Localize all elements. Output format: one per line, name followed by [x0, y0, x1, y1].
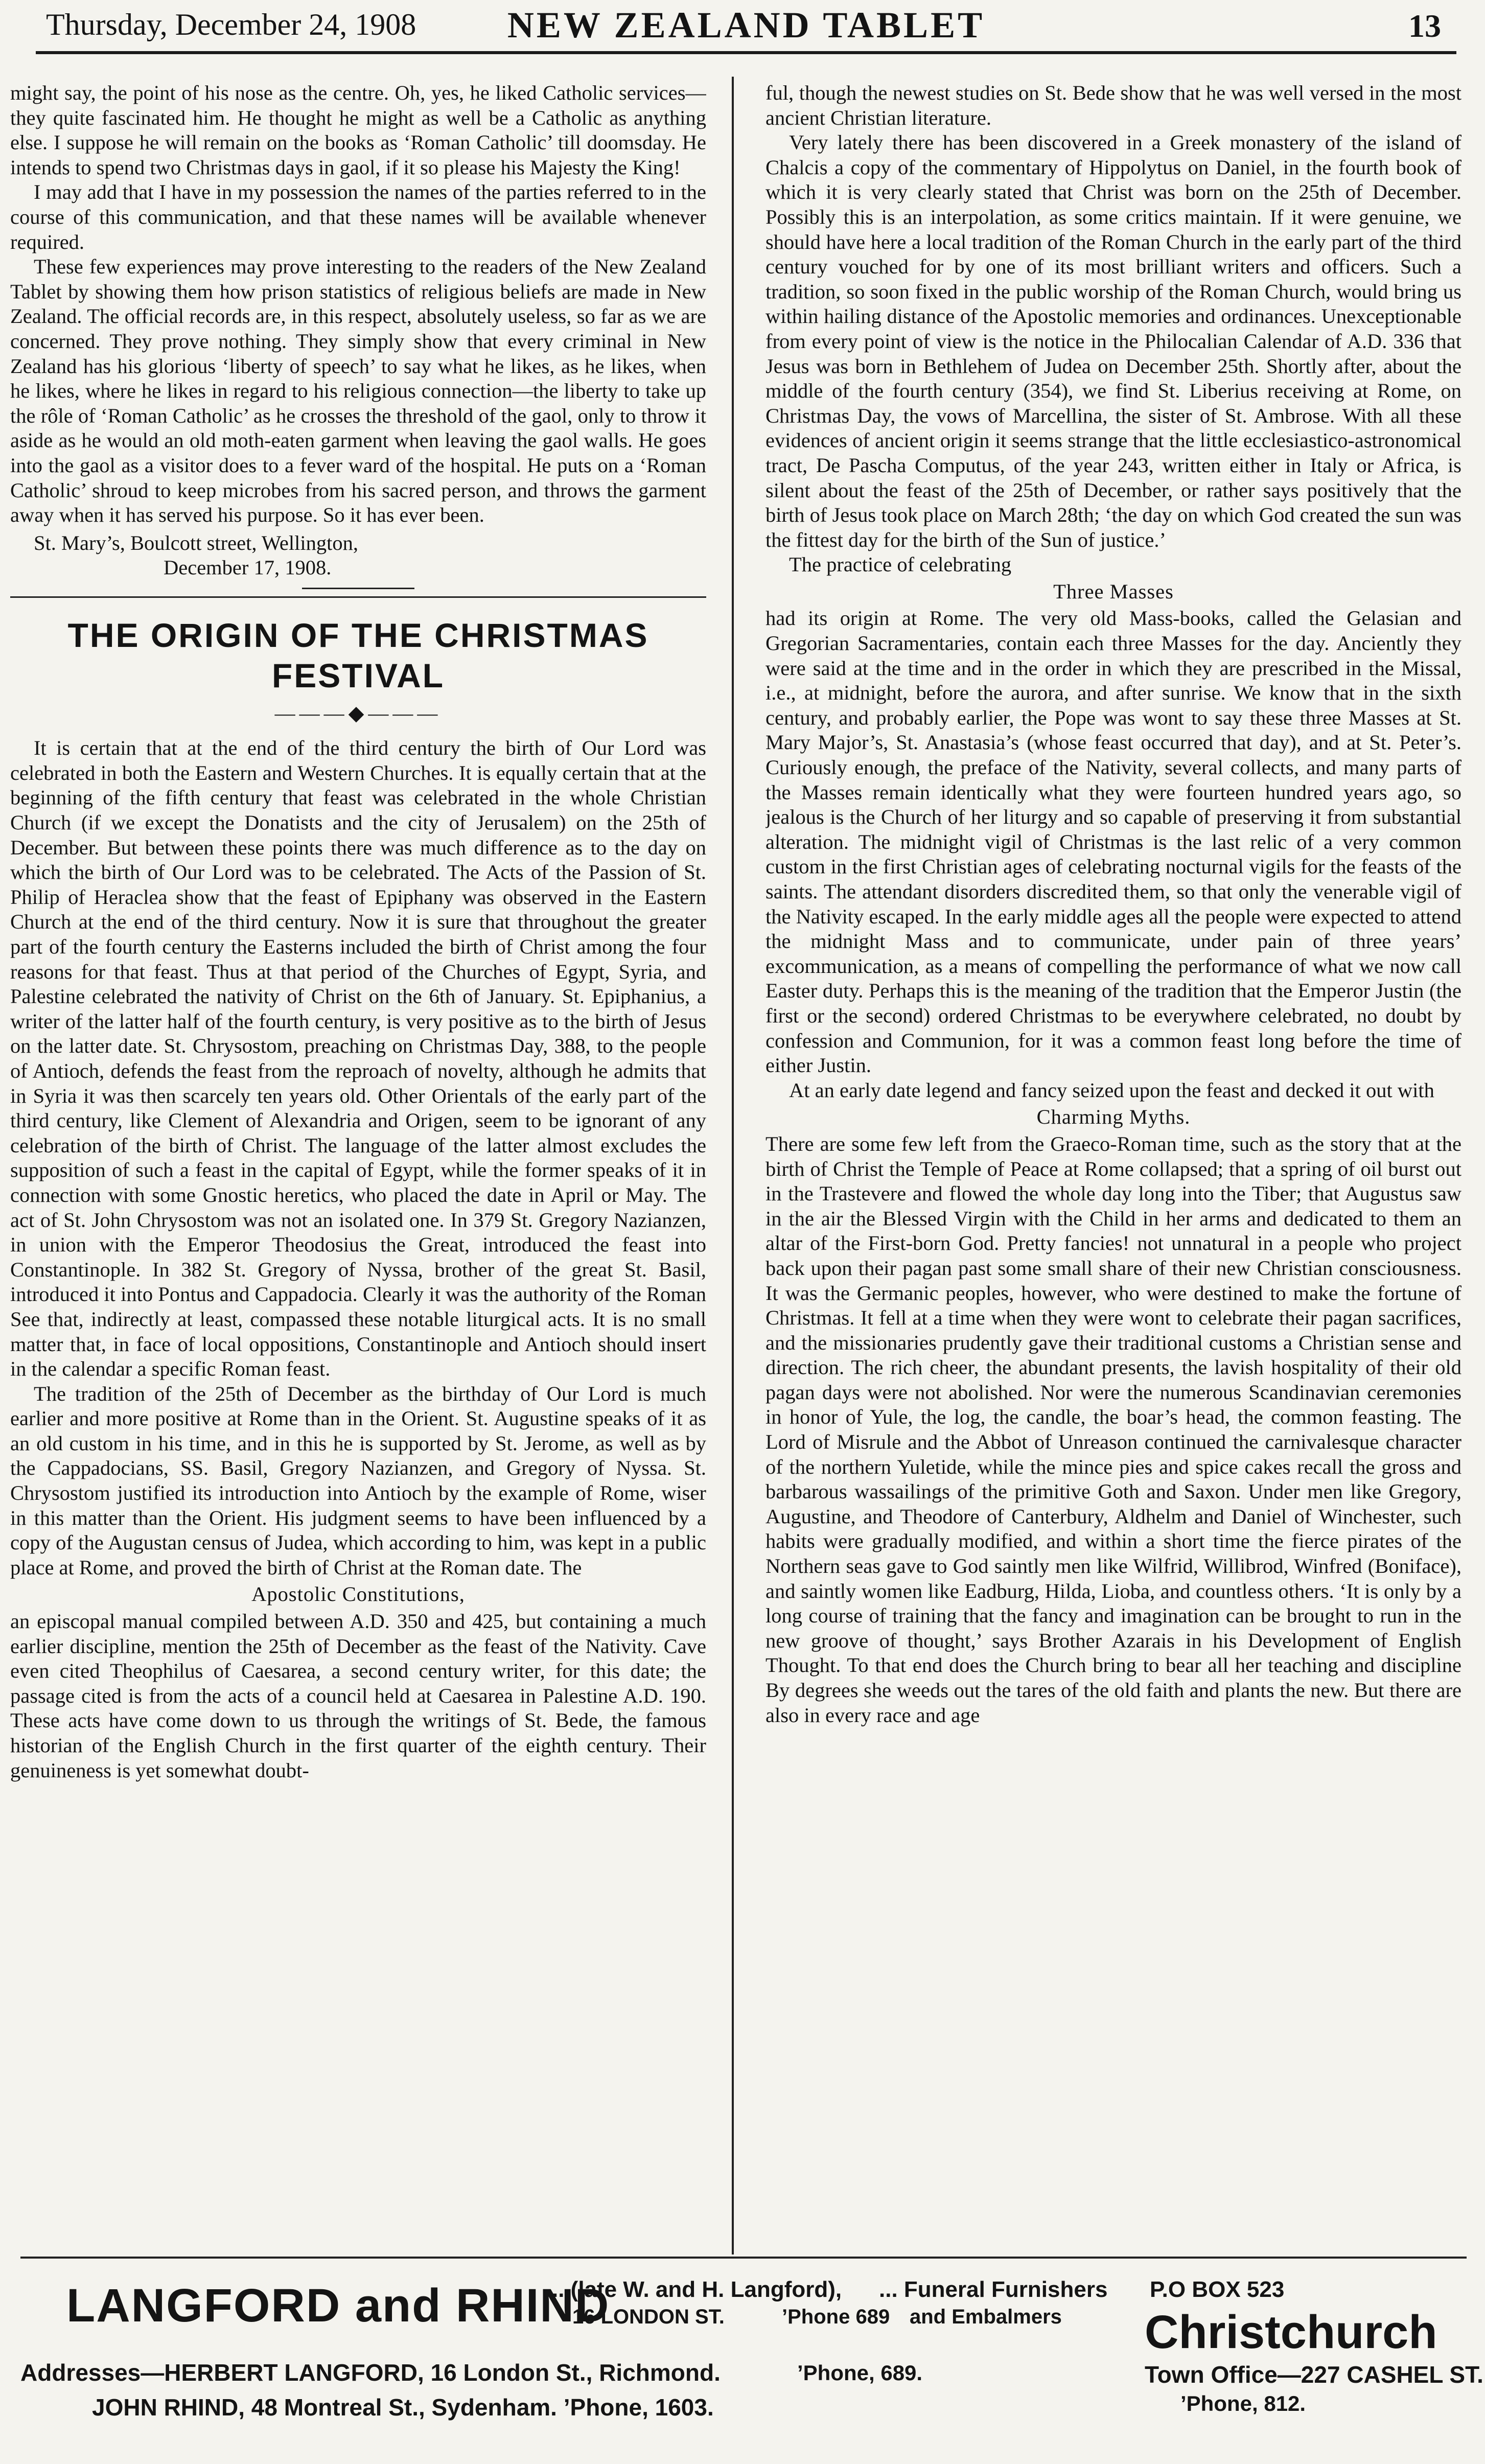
ad-address-2: JOHN RHIND, 48 Montreal St., Sydenham. ’Phone, 1603. — [92, 2394, 714, 2421]
subheading: Three Masses — [1053, 579, 1174, 603]
article-divider — [10, 596, 706, 598]
ad-phone-2: ’Phone, 689. — [797, 2361, 923, 2385]
advertisement-rule — [20, 2257, 1467, 2259]
ad-late-note: ...(late W. and H. Langford), — [552, 2277, 842, 2302]
ad-firm-name: LANGFORD and RHIND — [66, 2280, 610, 2332]
left-column — [10, 81, 706, 2251]
ad-phone-3: ’Phone, 812. — [1180, 2391, 1306, 2415]
ad-po-box: P.O BOX 523 — [1150, 2277, 1285, 2302]
article-headline: THE ORIGIN OF THE CHRISTMAS FESTIVAL — [67, 616, 649, 695]
paragraph: At an early date legend and fancy seized upon the feast and decked it out with — [789, 1078, 1434, 1102]
short-divider — [302, 588, 414, 589]
ad-address-1: Addresses—HERBERT LANGFORD, 16 London St., Richmond. — [20, 2359, 721, 2386]
page-number: 13 — [1408, 8, 1441, 44]
paragraph: There are some few left from the Graeco-Roman time, such as the story that at the birth of Christ the Temple of Peace at Rome collapsed; that a spring of oil burst out in the Trastevere and flowed the whole day long into the Tiber; that Augustus saw in the air the Blessed Virgin with the Child in her arms and dedicated to them an altar of the First-born God. Pretty fancies! not unnatural in a people who project back upon their pagan past some small share of their new Christian consciousness. It was the Germanic peoples, however, who were destined to make the fortune of Christmas. It fell at a time when they were wont to celebrate their pagan sacrifices, and the missionaries prudently gave their traditional customs a Christian sense and direction. The rich cheer, the abundant presents, the lavish hospitality of their old pagan days were not abolished. Nor were the numerous Scandinavian ceremonies in honor of Yule, the log, the candle, the boar’s head, the common feasting. The Lord of Misrule and the Abbot of Unreason continued the carnivalesque character of the northern Yuletide, while the mince pies and spice cakes recall the gross and barbarous wassailings of the primitive Goth and Saxon. Under men like Gregory, Augustine, and Theodore of Canterbury, Aldhelm and Daniel of Winchester, such habits were gradually modified, and within a short time the fierce pirates of the Northern seas gave to God saintly men like Wilfrid, Willibrod, Winfred (Boniface), and saintly women like Eadburg, Hilda, Lioba, and countless others. ‘It is only by a long course of training that the fancy and imagination can be brought to run in the new groove of thought,’ says Brother Azarais in his Development of English Thought. To that end does the Church bring to bear all her teaching and discipline By degrees she weeds out the tares of the old faith and plants the new. But there are also in every race and age — [765, 1132, 1461, 1727]
paragraph: had its origin at Rome. The very old Mass-books, called the Gelasian and Gregorian Sacramentaries, contain each three Masses for the day. Anciently they were said at the time and in the order in which they are prescribed in the Missal, i.e., at midnight, before the aurora, and after sunrise. We know that in the sixth century, and probably earlier, the Pope was wont to say these three Masses at St. Mary Major’s, St. Anastasia’s (whose feast occurred that day), and at St. Peter’s. Curiously enough, the preface of the Nativity, several collects, and many parts of the Masses remain identically what they were fourteen hundred years ago, so jealous is the Church of her liturgy and so capable of preserving it from substantial alteration. The midnight vigil of Christmas is the last relic of a very common custom in the first Christian ages of celebrating nocturnal vigils for the feasts of the saints. The attendant disorders discredited them, so that only the venerable vigil of the Nativity escaped. In the early middle ages all the people were expected to attend the midnight Mass and to communicate, under pain of three years’ excommunication, as a means of compelling the performance of what we now call Easter duty. Perhaps this is the meaning of the tradition that the Emperor Justin (the first or the second) ordered Christmas to be everywhere celebrated, no doubt by confession and Communion, for it was a common feast long before the time of either Justin. — [765, 607, 1461, 1077]
issue-date: Thursday, December 24, 1908 — [46, 8, 416, 41]
paragraph: These few experiences may prove interesting to the readers of the New Zealand Tablet by showing them how prison statistics of religious beliefs are made in New Zealand. The official records are, in this respect, absolutely useless, so far as we are concerned. They prove nothing. They simply show that every criminal in New Zealand has his glorious ‘liberty of speech’ to say what he likes, as he likes, when he likes, where he likes in regard to his religious connection—the liberty to take up the rôle of ‘Roman Catholic’ as he crosses the threshold of the gaol, only to throw it aside as he would an old moth-eaten garment when leaving the gaol walls. He goes into the gaol as a visitor does to a fever ward of the hospital. He puts on a ‘Roman Catholic’ shroud to keep microbes from his sacred person, and throws the garment away when it has served his purpose. So it has ever been. — [10, 255, 706, 527]
ad-street: 16 LONDON ST. — [572, 2306, 725, 2328]
ad-service: ... Funeral Furnishers — [879, 2277, 1108, 2302]
ad-town-office: Town Office—227 CASHEL ST. — [1145, 2361, 1483, 2388]
letter-signoff-date: December 17, 1908. — [164, 556, 332, 579]
paragraph: might say, the point of his nose as the centre. Oh, yes, he liked Catholic services—they quite fascinated him. He thought he might as well be a Catholic as anything else. I suppose he will remain on the books as ‘Roman Catholic’ till doomsday. He intends to spend two Christmas days in gaol, if it so please his Majesty the King! — [10, 81, 706, 179]
subheading: Charming Myths. — [1036, 1105, 1191, 1129]
paragraph: Very lately there has been discovered in a Greek monastery of the island of Chalcis a copy of the commentary of Hippolytus on Daniel, in the fourth book of which it is very clearly stated that Christ was born on the 25th of December. Possibly this is an interpolation, as some critics maintain. If it were genuine, we should have here a local tradition of the Roman Church in the early part of the third century vouched for by one of its most brilliant writers and officers. Such a tradition, so soon fixed in the public worship of the Roman Church, would bring us within hailing distance of the Apostolic memories and ordinances. Unexceptionable from every point of view is the notice in the Philocalian Calendar of A.D. 336 that Jesus was born in Bethlehem of Judea on December 25th. Shortly after, about the middle of the fourth century (354), we find St. Liberius receiving at Rome, on Christmas Day, the vows of Marcellina, the sister of St. Ambrose. With all these evidences of ancient origin it seems strange that the little ecclesiastico-astronomical tract, De Pascha Computus, of the year 243, written either in Italy or Africa, is silent about the feast of the 25th of December, or rather says positively that the birth of Jesus took place on March 28th; ‘the day on which God created the sun was the fittest day for the birth of the Sun of justice.’ — [765, 131, 1461, 551]
letter-signoff-address: St. Mary’s, Boulcott street, Wellington, — [34, 531, 358, 554]
advertisement — [0, 2257, 1485, 2464]
column-rule — [732, 77, 734, 2254]
right-column — [765, 81, 1461, 2251]
subheading: Apostolic Constitutions, — [251, 1583, 465, 1606]
paragraph: The tradition of the 25th of December as the birthday of Our Lord is much earlier and more positive at Rome than in the Orient. St. Augustine speaks of it as an old custom in his time, and in this he is supported by St. Jerome, as well as by the Cappadocians, SS. Basil, Gregory Nazianzen, and Gregory of Nyssa. St. Chrysostom justified its introduction into Antioch by the example of Rome, wiser in this matter than the Orient. His judgment seems to have been influenced by a copy of the Augustan census of Judea, which according to him, was kept in a public place at Rome, and proved the birth of Christ at the Roman date. The — [10, 1382, 706, 1579]
paragraph: It is certain that at the end of the third century the birth of Our Lord was celebrated in both the Eastern and Western Churches. It is equally certain that at the beginning of the fifth century that feast was celebrated in the whole Christian Church (if we except the Donatists and the city of Jerusalem) on the 25th of December. But between these points there was much difference as to the day on which the birth of Our Lord was to be celebrated. The Acts of the Passion of St. Philip of Heraclea show that the feast of Epiphany was observed in the Eastern Church at the end of the third century. Now it is sure that throughout the greater part of the fourth century the Easterns included the birth of Christ among the four reasons for that feast. Thus at that period of the Churches of Egypt, Syria, and Palestine celebrated the nativity of Christ on the 6th of January. St. Epiphanius, a writer of the latter half of the fourth century, is very positive as to the birth of Jesus on the latter date. St. Chrysostom, preaching on Christmas Day, 388, to the people of Antioch, defends the feast from the reproach of novelty, although he admits that in Syria it was then scarcely ten years old. Other Orientals of the early part of the third century, like Clement of Alexandria and Origen, seem to be ignorant of any celebration of the birth of Christ. The language of the latter almost excludes the supposition of such a feast in the capital of Egypt, while the former speaks of it in connection with some Gnostic heretics, who placed the date in April or May. The act of St. John Chrysostom was not an isolated one. In 379 St. Gregory Nazianzen, in union with the Emperor Theodosius the Great, introduced the feast into Constantinople. In 382 St. Gregory of Nyssa, brother of the great St. Basil, introduced it into Pontus and Cappadocia. Clearly it was the authority of the Roman See that, indirectly at least, compassed these notable liturgical acts. It is no small matter that, in face of local oppositions, Constantinople and Antioch should insert in the calendar a specific Roman feast. — [10, 736, 706, 1381]
ad-service-2: and Embalmers — [910, 2306, 1062, 2328]
paragraph: ful, though the newest studies on St. Bede show that he was well versed in the most ancient Christian literature. — [765, 81, 1461, 129]
ad-city: Christchurch — [1145, 2306, 1437, 2358]
paragraph: I may add that I have in my possession the names of the parties referred to in the course of this communication, and that these names will be available whenever required. — [10, 180, 706, 253]
ad-phone: ’Phone 689 — [782, 2306, 890, 2328]
paragraph: The practice of celebrating — [789, 553, 1012, 576]
newspaper-title: NEW ZEALAND TABLET — [507, 5, 985, 45]
headline-ornament: ———◆——— — [274, 702, 442, 725]
paragraph: an episcopal manual compiled between A.D. 350 and 425, but containing a much earlier discipline, mention the 25th of December as the feast of the Nativity. Cave even cited Theophilus of Caesarea, a second century writer, for this date; the passage cited is from the acts of a council held at Caesarea in Palestine A.D. 190. These acts have come down to us through the writings of St. Bede, the famous historian of the English Church in the first quarter of the eighth century. Their genuineness is yet somewhat doubt- — [10, 1610, 706, 1782]
page-header — [36, 4, 1456, 54]
